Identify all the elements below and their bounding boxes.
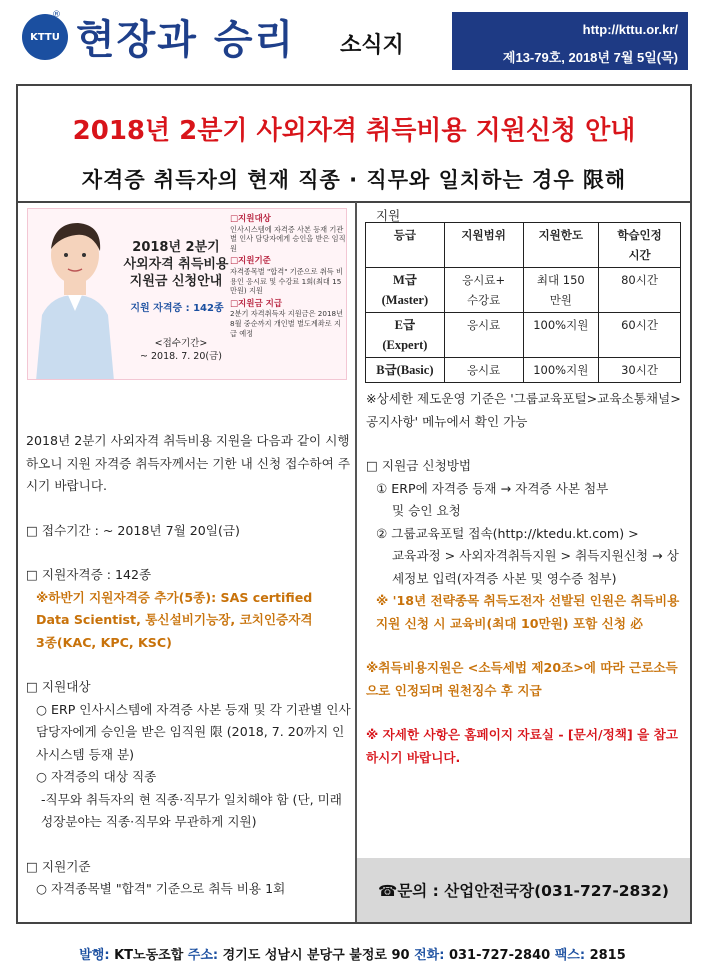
criteria-item-1: ○ 자격종목별 "합격" 기준으로 취득 비용 1회 bbox=[36, 881, 286, 896]
detail-note: ※상세한 제도운영 기준은 '그룹교육포털>교육소통채널>공지사항' 메뉴에서 확인 가능 bbox=[366, 391, 681, 429]
person-illustration bbox=[32, 215, 118, 380]
table-row bbox=[366, 268, 681, 313]
table-cell: B급(Basic) bbox=[366, 358, 445, 383]
target-item-1: ○ ERP 인사시스템에 자격증 사본 등재 및 각 기관별 인사담당자에게 승인을 받은 임직원 限 (2018, 7. 20까지 인사시스템 등재 분) bbox=[36, 701, 351, 762]
contact-box: ☎문의 : 산업안전국장(031-727-2832) bbox=[357, 858, 690, 922]
table-cell: 응시료 bbox=[444, 313, 523, 358]
fax: 2815 bbox=[589, 948, 626, 963]
newsletter-header bbox=[0, 0, 705, 72]
table-header: 지원한도 bbox=[523, 223, 599, 268]
poster-image bbox=[27, 208, 347, 380]
footer bbox=[0, 944, 705, 963]
support-grade-table bbox=[365, 222, 681, 383]
table-header: 학습인정 시간 bbox=[599, 223, 681, 268]
poster-period: <접수기간> ~ 2018. 7. 20(금) bbox=[140, 338, 222, 362]
method-step-1-cont: 및 승인 요청 bbox=[392, 503, 461, 518]
phone-label: 전화: bbox=[414, 948, 445, 963]
address-label: 주소: bbox=[187, 948, 219, 963]
more-info-note: ※ 자세한 사항은 홈페이지 자료실 - [문서/정책] 을 참고하시기 바랍니다. bbox=[366, 727, 678, 765]
table-cell: 100%지원 bbox=[523, 358, 599, 383]
publisher: KT노동조합 bbox=[114, 948, 184, 963]
intro-text: 2018년 2분기 사외자격 취득비용 지원을 다음과 같이 시행하오니 지원 자격증 취득자께서는 기한 내 신청 접수하여 주시기 바랍니다. bbox=[26, 433, 350, 493]
table-cell: 80시간 bbox=[599, 268, 681, 313]
table-cell: M급 (Master) bbox=[366, 268, 445, 313]
newsletter-subtitle: 소식지 bbox=[340, 33, 404, 58]
poster-count: 지원 자격증 : 142종 bbox=[130, 303, 224, 314]
tax-note: ※취득비용지원은 <소득세법 제20조>에 따라 근로소득으로 인정되며 원천징수 후 지급 bbox=[366, 660, 678, 698]
table-header: 지원범위 bbox=[444, 223, 523, 268]
publisher-label: 발행: bbox=[79, 948, 110, 963]
right-column bbox=[366, 388, 684, 769]
kttu-logo: KTTU bbox=[22, 14, 68, 60]
headline: 2018년 2분기 사외자격 취득비용 지원신청 안내 bbox=[72, 116, 636, 146]
method-step-1: ① ERP에 자격증 등재 → 자격증 사본 첨부 bbox=[376, 480, 609, 496]
table-label: 지원 bbox=[376, 208, 401, 223]
criteria-title: □ 지원기준 bbox=[26, 858, 91, 874]
newsletter-title: 현장과 승리 bbox=[76, 16, 296, 63]
table-header: 등급 bbox=[366, 223, 445, 268]
site-url[interactable]: http://kttu.or.kr/ bbox=[582, 22, 678, 37]
table-row bbox=[366, 358, 681, 383]
poster-details: □지원대상 인사시스템에 자격증 사본 등재 기관별 인사 담당자에게 승인을 받은 임직원 □지원기준 자격종목별 "합격" 기준으로 취득 비용인 응시료 및 수강료 1회(최대 15만원) 지원 □지원금 지급 2분기 자격취득자 지원금은 2018년 8월 중순까지 개인별 별도계좌로 지급 예정 bbox=[230, 214, 346, 338]
target-title: □ 지원대상 bbox=[26, 679, 91, 694]
table-cell: 응시료+ 수강료 bbox=[444, 268, 523, 313]
table-header-row bbox=[366, 223, 681, 268]
target-item-3: -직무와 취득자의 현 직종·직무가 일치해야 함 (단, 미래성장분야는 직종·직무와 무관하게 지원) bbox=[41, 791, 342, 829]
fax-label: 팩스: bbox=[554, 948, 586, 963]
table-cell: 60시간 bbox=[599, 313, 681, 358]
certificate-count: □ 지원자격증 : 142종 bbox=[26, 567, 152, 582]
application-period: □ 접수기간 : ~ 2018년 7월 20일(금) bbox=[26, 522, 240, 538]
table-cell: 응시료 bbox=[444, 358, 523, 383]
method-step-2-cont: 교육과정 > 사외자격취득지원 > 취득지원신청 → 상세정보 입력(자격증 사본 및 영수증 첨부) bbox=[392, 548, 679, 586]
left-column bbox=[26, 430, 352, 901]
phone: 031-727-2840 bbox=[448, 948, 551, 963]
method-step-2: ② 그룹교육포털 접속(http://ktedu.kt.com) > bbox=[376, 525, 639, 541]
registered-mark: ® bbox=[52, 10, 61, 20]
additional-certificates-note: ※하반기 지원자격증 추가(5종): SAS certified Data Scientist, 통신설비기능장, 코치인증자격 3종(KAC, KPC, KSC) bbox=[36, 589, 313, 650]
target-item-2: ○ 자격증의 대상 직종 bbox=[36, 769, 157, 784]
method-title: □ 지원금 신청방법 bbox=[366, 458, 472, 473]
table-cell: 최대 150 만원 bbox=[523, 268, 599, 313]
section-divider bbox=[18, 201, 690, 203]
issue-box bbox=[452, 12, 688, 70]
poster-title: 2018년 2분기 사외자격 취득비용 지원금 신청안내 bbox=[123, 240, 229, 289]
issue-number: 제13-79호, 2018년 7월 5일(목) bbox=[502, 50, 678, 65]
table-cell: 100%지원 bbox=[523, 313, 599, 358]
address: 경기도 성남시 분당구 불정로 90 bbox=[222, 948, 410, 963]
strategic-note: ※ '18년 전략종목 취득도전자 선발된 인원은 취득비용 지원 신청 시 교육비(최대 10만원) 포함 신청 必 bbox=[376, 593, 680, 631]
table-row bbox=[366, 313, 681, 358]
subheadline: 자격증 취득자의 현재 직종 · 직무와 일치하는 경우 限해 bbox=[81, 168, 627, 192]
table-cell: E급 (Expert) bbox=[366, 313, 445, 358]
table-cell: 30시간 bbox=[599, 358, 681, 383]
column-divider bbox=[355, 202, 357, 922]
